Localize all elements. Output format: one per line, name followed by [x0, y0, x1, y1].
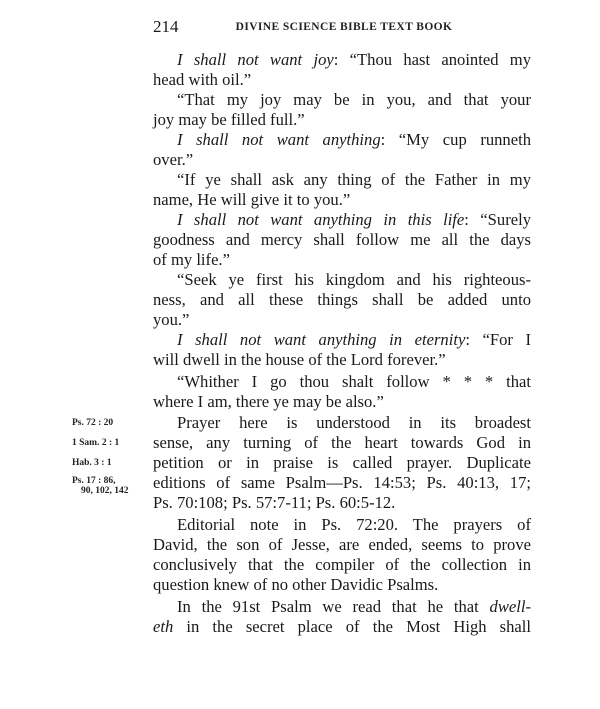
- text-run: “Whither I go thou shalt follow * * * that: [177, 372, 531, 391]
- text-run: of my life.”: [153, 250, 230, 269]
- text-line: [153, 310, 531, 330]
- italic-text: eth: [153, 617, 174, 636]
- text-run: you.”: [153, 310, 190, 329]
- text-line: [153, 130, 531, 150]
- text-line: [153, 392, 531, 412]
- text-run: David, the son of Jesse, are ended, seems to prove: [153, 535, 531, 554]
- text-run: sense, any turning of the heart towards God in: [153, 433, 531, 452]
- text-run: question knew of no other Davidic Psalms.: [153, 575, 439, 594]
- text-line: [153, 110, 531, 130]
- text-line: [153, 210, 531, 230]
- text-run: “If ye shall ask any thing of the Father in my: [177, 170, 531, 189]
- text-line: [153, 50, 531, 70]
- margin-note: Hab. 3 : 1: [72, 458, 112, 468]
- text-run: “Seek ye first his kingdom and his righteous-: [177, 270, 531, 289]
- text-line: [153, 372, 531, 392]
- text-line: [153, 70, 531, 90]
- text-run: : “Surely: [464, 210, 531, 229]
- margin-note: 90, 102, 142: [81, 486, 129, 496]
- running-title: DIVINE SCIENCE BIBLE TEXT BOOK: [235, 21, 453, 33]
- text-line: [153, 190, 531, 210]
- text-run: Editorial note in Ps. 72:20. The prayers of: [177, 515, 531, 534]
- text-line: [153, 230, 531, 250]
- text-line: [153, 473, 531, 493]
- text-run: in the secret place of the Most High shall: [173, 617, 531, 636]
- text-line: [153, 555, 531, 575]
- text-run: where I am, there ye may be also.”: [153, 392, 384, 411]
- text-line: [153, 270, 531, 290]
- text-line: [153, 617, 531, 637]
- text-run: : “For I: [465, 330, 531, 349]
- margin-note: Ps. 17 : 86,: [72, 476, 116, 486]
- text-run: name, He will give it to you.”: [153, 190, 351, 209]
- text-run: petition or in praise is called prayer. Duplicate: [153, 453, 531, 472]
- text-run: : “Thou hast anointed my: [333, 50, 531, 69]
- text-run: ness, and all these things shall be added unto: [153, 290, 531, 309]
- margin-note: Ps. 72 : 20: [72, 418, 114, 428]
- text-line: [153, 493, 531, 513]
- text-line: [153, 453, 531, 473]
- italic-text: I shall not want anything in this life: [177, 210, 465, 229]
- text-line: [153, 433, 531, 453]
- italic-text: dwell-: [489, 597, 531, 616]
- text-line: [153, 90, 531, 110]
- text-line: [153, 250, 531, 270]
- text-line: [153, 515, 531, 535]
- text-run: over.”: [153, 150, 194, 169]
- text-line: [153, 350, 531, 370]
- text-line: [153, 290, 531, 310]
- text-line: [153, 575, 531, 595]
- text-run: will dwell in the house of the Lord forever.”: [153, 350, 446, 369]
- text-run: : “My cup runneth: [380, 130, 532, 149]
- italic-text: I shall not want anything in eternity: [177, 330, 466, 349]
- text-run: goodness and mercy shall follow me all the days: [153, 230, 531, 249]
- text-run: head with oil.”: [153, 70, 252, 89]
- text-run: “That my joy may be in you, and that your: [177, 90, 531, 109]
- page-number: 214: [153, 17, 179, 36]
- text-line: [153, 170, 531, 190]
- italic-text: I shall not want joy: [177, 50, 334, 69]
- text-line: [153, 330, 531, 350]
- text-run: joy may be filled full.”: [153, 110, 305, 129]
- text-run: editions of same Psalm—Ps. 14:53; Ps. 40:13, 17;: [153, 473, 531, 492]
- text-line: [153, 597, 531, 617]
- text-run: conclusively that the compiler of the collection in: [153, 555, 531, 574]
- text-run: Prayer here is understood in its broadest: [177, 413, 531, 432]
- text-line: [153, 535, 531, 555]
- italic-text: I shall not want anything: [177, 130, 381, 149]
- margin-note: 1 Sam. 2 : 1: [72, 438, 120, 448]
- text-line: [153, 413, 531, 433]
- text-line: [153, 150, 531, 170]
- text-run: In the 91st Psalm we read that he that: [177, 597, 490, 616]
- text-run: Ps. 70:108; Ps. 57:7-11; Ps. 60:5-12.: [153, 493, 396, 512]
